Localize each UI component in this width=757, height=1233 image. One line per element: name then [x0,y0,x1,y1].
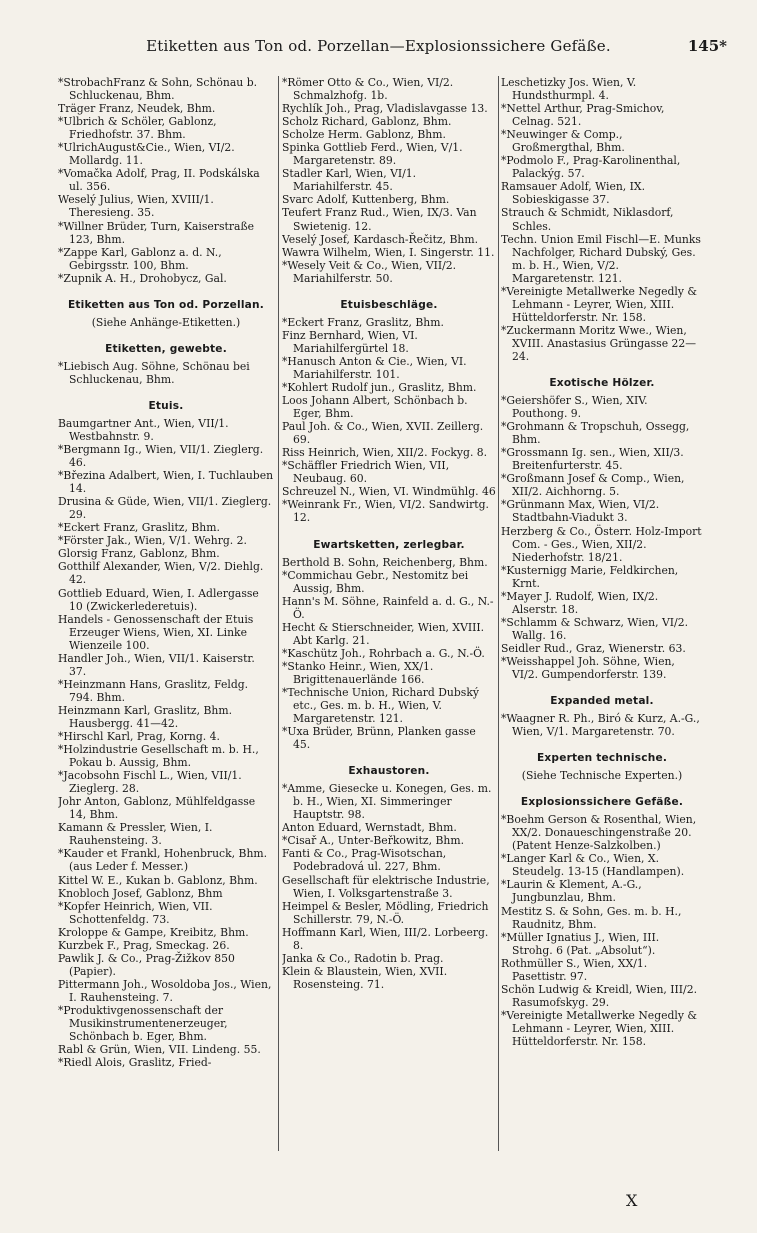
directory-entry: *Wesely Veit & Co., Wien, VII/2. Mariahilferstr. 50. [282,258,457,285]
directory-entry: *Stanko Heinr., Wien, XX/1. Brigittenauerlände 166. [282,659,434,686]
directory-entry: *Vereinigte Metallwerke Negedly & Lehmann - Leyrer, Wien, XIII. Hütteldorferstr. Nr. 158. [501,284,698,324]
directory-entry: Klein & Blaustein, Wien, XVII. Rosensteing. 71. [282,964,448,991]
directory-entry: *Liebisch Aug. Söhne, Schönau bei Schluckenau, Bhm. [58,359,250,386]
directory-entry: *Eckert Franz, Graslitz, Bhm. [282,315,444,329]
directory-entry: *Technische Union, Richard Dubský etc., Ges. m. b. H., Wien, V. Margaretenstr. 121. [282,685,479,726]
directory-entry: Wawra Wilhelm, Wien, I. Singerstr. 11. [282,245,495,259]
directory-entry: *Kohlert Rudolf jun., Graslitz, Bhm. [282,380,477,394]
directory-entry: Techn. Union Emil Fischl—E. Munks Nachfolger, Richard Dubský, Ges. m. b. H., Wien, V/2. Margaretenstr. 121. [501,232,701,285]
directory-entry: *Förster Jak., Wien, V/1. Wehrg. 2. [58,534,247,548]
directory-entry: Heimpel & Besler, Mödling, Friedrich Schillerstr. 79, N.-Ö. [282,899,489,926]
section-heading: Exhaustoren. [348,765,430,778]
directory-entry: Scholz Richard, Gablonz, Bhm. [282,115,452,129]
section-heading: Etuisbeschläge. [340,298,438,311]
column-divider [498,76,499,1151]
directory-entry: Seidler Rud., Graz, Wienerstr. 63. [501,641,686,655]
directory-entry: Veselý Josef, Kardasch-Řečitz, Bhm. [282,232,479,246]
directory-entry: Weselý Julius, Wien, XVIII/1. Theresieng. 35. [58,193,214,220]
directory-entry: Johr Anton, Gablonz, Mühlfeldgasse 14, Bhm. [58,795,256,822]
section-heading: Expanded metal. [550,695,654,708]
directory-entry: *Langer Karl & Co., Wien, X. Steudelg. 13-15 (Handlampen). [501,852,685,879]
cross-reference-note: (Siehe Anhänge-Etiketten.) [91,315,241,329]
directory-entry: *Amme, Giesecke u. Konegen, Ges. m. b. H., Wien, XI. Simmeringer Hauptstr. 98. [282,782,492,822]
directory-entry: *Hirschl Karl, Prag, Korng. 4. [58,730,220,744]
directory-entry: Hoffmann Karl, Wien, III/2. Lorbeerg. 8. [282,925,489,952]
directory-entry: Knobloch Josef, Gablonz, Bhm [58,886,223,900]
directory-entry: *Waagner R. Ph., Biró & Kurz, A.-G., Wien, V/1. Margaretenstr. 70. [501,712,700,739]
directory-entry: Fanti & Co., Prag-Wisotschan, Podebradová ul. 227, Bhm. [282,847,447,874]
directory-entry: Svarc Adolf, Kuttenberg, Bhm. [282,193,450,207]
directory-entry: *Zappe Karl, Gablonz a. d. N., Gebirgsstr. 100, Bhm. [58,245,222,272]
directory-entry: *Březina Adalbert, Wien, I. Tuchlauben 14. [58,469,274,496]
directory-entry: Hecht & Stierschneider, Wien, XVIII. Abt Karlg. 21. [282,620,485,647]
section-heading: Experten technische. [536,752,668,765]
directory-entry: Kurzbek F., Prag, Smeckag. 26. [58,938,230,952]
directory-entry: Rothmüller S., Wien, XX/1. Pasettistr. 97. [501,956,648,983]
directory-entry: *Holzindustrie Gesellschaft m. b. H., Pokau b. Aussig, Bhm. [58,743,259,770]
directory-entry: *Römer Otto & Co., Wien, VI/2. Schmalzhofg. 1b. [282,76,454,103]
directory-entry: Riss Heinrich, Wien, XII/2. Fockyg. 8. [282,446,488,460]
directory-column-1 [58,76,274,1216]
directory-entry: *Heinzmann Hans, Graslitz, Feldg. 794. Bhm. [58,677,249,704]
directory-entry: *Kauder et Frankl, Hohenbruck, Bhm. (aus Leder f. Messer.) [58,847,268,874]
directory-entry: *Podmolo F., Prag-Karolinenthal, Palackýg. 57. [501,154,681,181]
directory-entry: *Zuckermann Moritz Wwe., Wien, XVIII. Anastasius Grüngasse 22—24. [501,323,697,363]
directory-entry: *Neuwinger & Comp., Großmergthal, Bhm. [501,128,625,155]
directory-entry: *Nettel Arthur, Prag-Smichov, Celnag. 521. [501,102,665,129]
directory-entry: Mestitz S. & Sohn, Ges. m. b. H., Raudnitz, Bhm. [501,904,682,931]
directory-entry: *Schlamm & Schwarz, Wien, VI/2. Wallg. 16. [501,615,688,642]
column-divider [278,76,279,1151]
directory-entry: *Grossmann Ig. sen., Wien, XII/3. Breitenfurterstr. 45. [501,446,684,473]
directory-entry: *StrobachFranz & Sohn, Schönau b. Schluckenau, Bhm. [58,76,258,103]
directory-entry: Ramsauer Adolf, Wien, IX. Sobieskigasse 37. [501,180,646,207]
directory-entry: Loos Johann Albert, Schönbach b. Eger, Bhm. [282,394,468,421]
directory-entry: *Jacobsohn Fischl L., Wien, VII/1. Zieglerg. 28. [58,769,242,796]
directory-column-2 [282,76,496,1216]
directory-entry: Baumgartner Ant., Wien, VII/1. Westbahnstr. 9. [58,416,229,443]
directory-entry: Träger Franz, Neudek, Bhm. [58,102,216,116]
directory-entry: *Müller Ignatius J., Wien, III. Strohg. 6 (Pat. „Absolut“). [501,930,660,957]
directory-entry: *Cisař A., Unter-Beřkowitz, Bhm. [282,834,465,848]
directory-entry: *Kaschütz Joh., Rohrbach a. G., N.-Ö. [282,646,485,660]
directory-entry: Herzberg & Co., Österr. Holz-Import Com. - Ges., Wien, XII/2. Niederhofstr. 18/21. [501,524,702,564]
directory-entry: Anton Eduard, Wernstadt, Bhm. [282,821,457,835]
directory-entry: Heinzmann Karl, Graslitz, Bhm. Hausbergg. 41—42. [58,703,233,730]
page-header [30,37,727,63]
signature-mark: X [626,1191,638,1210]
directory-entry: Handler Joh., Wien, VII/1. Kaiserstr. 37. [58,651,255,678]
directory-column-3 [501,76,703,1216]
directory-entry: *Ulbrich & Schöler, Gablonz, Friedhofstr. 37. Bhm. [58,115,217,142]
directory-entry: *Grünmann Max, Wien, VI/2. Stadtbahn-Viadukt 3. [501,498,660,525]
directory-entry: Leschetizky Jos. Wien, V. Hundsthurmpl. 4. [501,76,637,103]
directory-entry: Schreuzel N., Wien, VI. Windmühlg. 46 [282,485,496,499]
directory-entry: Rabl & Grün, Wien, VII. Lindeng. 55. [58,1043,261,1057]
directory-entry: Gesellschaft für elektrische Industrie, Wien, I. Volksgartenstraße 3. [282,873,490,900]
directory-entry: Rychlík Joh., Prag, Vladislavgasse 13. [282,102,488,116]
directory-entry: *Produktivgenossenschaft der Musikinstrumentenerzeuger, Schönbach b. Eger, Bhm. [58,1004,228,1044]
section-heading: Etiketten aus Ton od. Porzellan. [67,298,264,311]
directory-entry: *Vomačka Adolf, Prag, II. Podskálska ul. 356. [58,167,260,194]
directory-entry: *Eckert Franz, Graslitz, Bhm. [58,521,220,535]
cross-reference-note: (Siehe Technische Experten.) [521,769,683,783]
directory-entry: Handels - Genossenschaft der Etuis Erzeuger Wiens, Wien, XI. Linke Wienzeile 100. [58,612,254,652]
directory-entry: *Weinrank Fr., Wien, VI/2. Sandwirtg. 12. [282,498,489,525]
directory-entry: Gottlieb Eduard, Wien, I. Adlergasse 10 (Zwickerlederetuis). [58,586,259,613]
directory-entry: Finz Bernhard, Wien, VI. Mariahilfergürtel 18. [282,328,418,355]
directory-entry: Janka & Co., Radotin b. Prag. [282,951,444,965]
directory-entry: *Mayer J. Rudolf, Wien, IX/2. Alserstr. 18. [501,589,659,616]
directory-entry: Hann's M. Söhne, Rainfeld a. d. G., N.-Ö. [282,594,494,621]
directory-entry: *Boehm Gerson & Rosenthal, Wien, XX/2. Donaueschingenstraße 20. (Patent Henze-Salzkolben.) [501,813,697,853]
directory-entry: Kroloppe & Gampe, Kreibitz, Bhm. [58,925,249,939]
directory-entry: *Uxa Brüder, Brünn, Planken gasse 45. [282,725,476,752]
section-heading: Ewartsketten, zerlegbar. [313,538,465,551]
section-heading: Etiketten, gewebte. [105,342,227,355]
section-heading: Etuis. [148,399,184,412]
directory-entry: Paul Joh. & Co., Wien, XVII. Zeillerg. 69. [282,420,484,447]
directory-entry: *Vereinigte Metallwerke Negedly & Lehmann - Leyrer, Wien, XIII. Hütteldorferstr. Nr. 158. [501,1008,698,1048]
directory-entry: Glorsig Franz, Gablonz, Bhm. [58,547,220,561]
directory-entry: *Schäffler Friedrich Wien, VII, Neubaug. 60. [282,459,450,486]
page-title: Etiketten aus Ton od. Porzellan—Explosionssichere Gefäße. [146,37,611,55]
directory-entry: *Weisshappel Joh. Söhne, Wien, VI/2. Gumpendorferstr. 139. [501,654,675,682]
directory-entry: Kamann & Pressler, Wien, I. Rauhensteing. 3. [58,821,213,848]
directory-entry: Drusina & Güde, Wien, VII/1. Zieglerg. 29. [58,495,272,522]
directory-entry: *Riedl Alois, Graslitz, Fried- [58,1056,212,1070]
directory-entry: *Kusternigg Marie, Feldkirchen, Krnt. [501,563,679,590]
directory-entry: *Laurin & Klement, A.-G., Jungbunzlau, Bhm. [501,878,642,905]
directory-entry: Schön Ludwig & Kreidl, Wien, III/2. Rasumofskyg. 29. [501,982,697,1009]
section-heading: Explosionssichere Gefäße. [520,796,684,809]
directory-entry: Gotthilf Alexander, Wien, V/2. Diehlg. 42. [58,560,264,587]
directory-entry: Kittel W. E., Kukan b. Gablonz, Bhm. [58,873,258,887]
directory-entry: Berthold B. Sohn, Reichenberg, Bhm. [282,555,488,569]
directory-entry: Spinka Gottlieb Ferd., Wien, V/1. Margaretenstr. 89. [282,141,463,168]
directory-entry: *Bergmann Ig., Wien, VII/1. Zieglerg. 46. [58,442,264,470]
page-number: 145* [687,37,727,55]
directory-entry: *Geiershöfer S., Wien, XIV. Pouthong. 9. [501,394,648,421]
section-heading: Exotische Hölzer. [549,377,655,390]
directory-entry: *Commichau Gebr., Nestomitz bei Aussig, Bhm. [282,568,469,595]
directory-entry: Pawlik J. & Co., Prag-Žižkov 850 (Papier). [58,951,235,978]
directory-entry: *Kopfer Heinrich, Wien, VII. Schottenfeldg. 73. [58,899,213,926]
directory-entry: Stadler Karl, Wien, VI/1. Mariahilferstr. 45. [282,167,417,194]
directory-entry: Teufert Franz Rud., Wien, IX/3. Van Swietenig. 12. [282,206,477,233]
directory-entry: *UlrichAugust&Cie., Wien, VI/2. Mollardg. 11. [58,141,235,168]
directory-entry: *Willner Brüder, Turn, Kaiserstraße 123, Bhm. [58,219,255,246]
directory-entry: *Hanusch Anton & Cie., Wien, VI. Mariahilferstr. 101. [282,354,467,381]
directory-entry: Pittermann Joh., Wosoldoba Jos., Wien, I. Rauhensteing. 7. [58,977,272,1004]
directory-entry: *Grohmann & Tropschuh, Ossegg, Bhm. [501,420,690,447]
directory-entry: Scholze Herm. Gablonz, Bhm. [282,128,446,142]
directory-entry: Strauch & Schmidt, Niklasdorf, Schles. [501,206,674,233]
directory-entry: *Zupnik A. H., Drohobycz, Gal. [58,271,227,285]
directory-entry: *Großmann Josef & Comp., Wien, XII/2. Aichhorng. 5. [501,472,685,499]
